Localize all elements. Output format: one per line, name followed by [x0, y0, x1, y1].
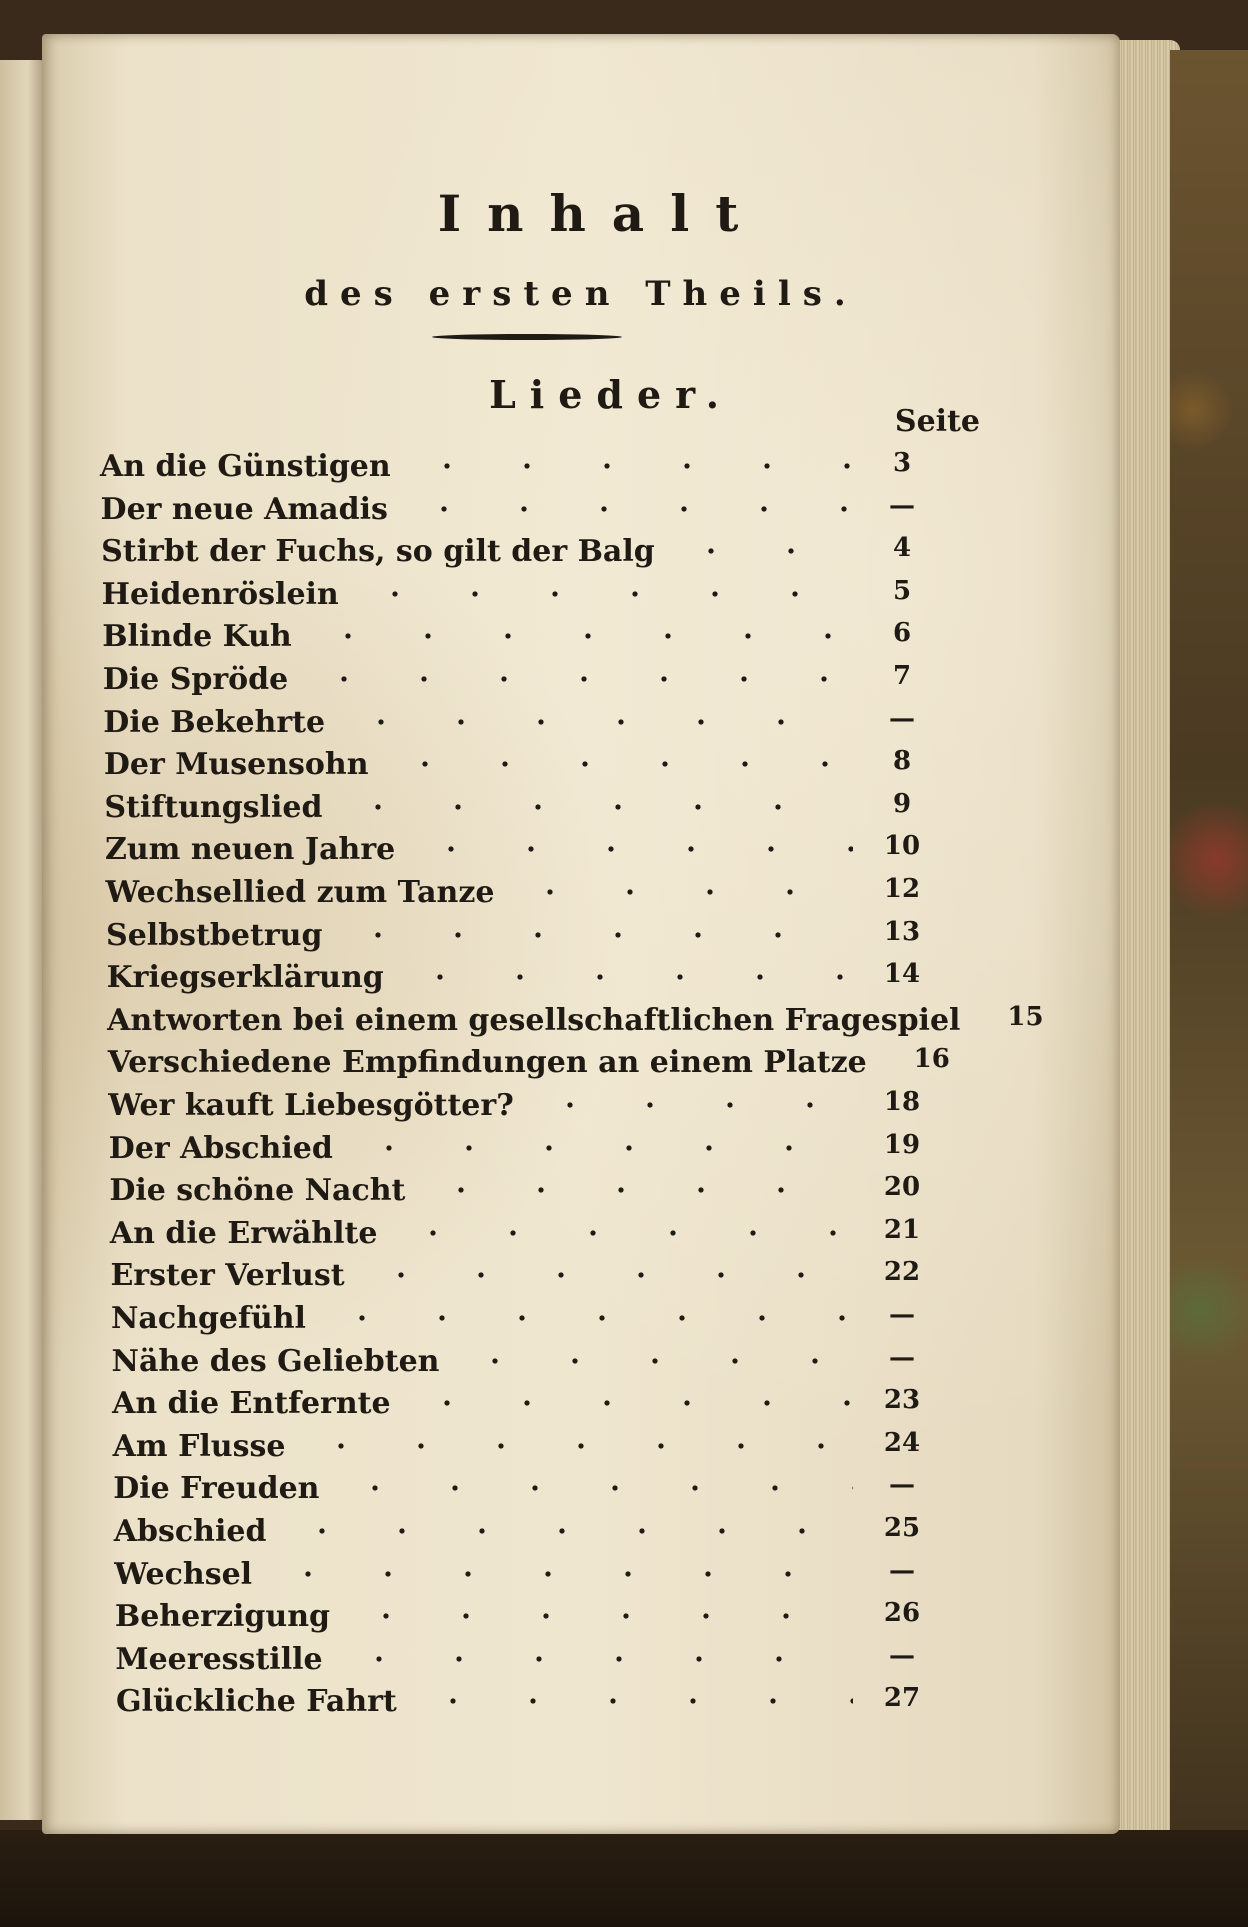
toc-entry	[115, 1596, 937, 1634]
leader-dots	[338, 797, 853, 817]
toc-entry-title: Antworten bei einem gesellschaftlichen Fragespiel	[107, 1002, 961, 1038]
toc-entry-title: Der neue Amadis	[100, 491, 388, 527]
leader-dots	[361, 1265, 853, 1285]
toc-entry-title: Heidenröslein	[101, 576, 339, 612]
toc-entry-title: Abschied	[113, 1514, 267, 1549]
toc-entry-page: 21	[883, 1214, 921, 1245]
toc-entry	[114, 1554, 937, 1592]
page-title: Inhalt	[437, 184, 765, 243]
toc-entry-page: 13	[883, 916, 921, 947]
toc-entry-page: 9	[892, 788, 912, 819]
toc-entry-title: Selbstbetrug	[106, 917, 323, 953]
section-heading: Lieder.	[489, 372, 733, 417]
toc-entry-title: Stirbt der Fuchs, so gilt der Balg	[101, 534, 655, 570]
contents-list	[42, 34, 1120, 1834]
leader-dots	[407, 1393, 853, 1413]
toc-entry-page: 19	[883, 1129, 921, 1160]
leader-dots	[304, 669, 853, 689]
leader-dots	[338, 925, 853, 945]
toc-entry	[115, 1639, 937, 1677]
leader-dots	[413, 1691, 853, 1711]
background-shadow	[0, 1830, 1248, 1927]
toc-entry	[101, 489, 937, 527]
toc-entry-page: 5	[892, 575, 912, 606]
toc-entry-page: 23	[883, 1385, 921, 1416]
toc-entry-title: Nähe des Geliebten	[111, 1343, 440, 1379]
toc-entry-page: 4	[892, 533, 912, 564]
toc-entry	[116, 1681, 937, 1719]
toc-entry-title: Die Spröde	[102, 662, 289, 697]
toc-entry	[112, 1341, 937, 1379]
toc-entry	[114, 1511, 937, 1549]
toc-entry-page: 14	[883, 959, 921, 990]
leader-dots	[282, 1521, 853, 1541]
toc-entry-page: 26	[883, 1598, 921, 1629]
toc-entry	[106, 915, 937, 953]
toc-entry	[104, 787, 937, 825]
leader-dots	[400, 967, 853, 987]
toc-entry-page: —	[889, 1300, 915, 1330]
toc-entry	[100, 446, 937, 484]
toc-entry	[113, 1426, 937, 1464]
leader-dots	[404, 499, 853, 519]
toc-entry	[102, 616, 937, 654]
toc-entry	[113, 1468, 937, 1506]
leader-dots	[346, 1606, 853, 1626]
toc-entry-page: 18	[883, 1087, 921, 1117]
toc-entry	[103, 702, 937, 740]
leader-dots	[407, 456, 853, 476]
toc-entry-page: 15	[1007, 1001, 1044, 1032]
toc-entry-page: 25	[883, 1513, 921, 1543]
toc-entry-page: —	[888, 1470, 915, 1501]
leader-dots	[510, 882, 853, 902]
toc-entry	[104, 744, 937, 782]
toc-entry-title: Wer kauft Liebesgötter?	[108, 1088, 514, 1123]
toc-entry	[110, 1213, 937, 1251]
toc-entry	[105, 829, 937, 867]
toc-entry-page: 16	[913, 1044, 950, 1075]
leader-dots	[341, 712, 853, 732]
toc-entry-title: Der Musensohn	[103, 747, 369, 783]
toc-entry-title: Stiftungslied	[104, 789, 323, 825]
toc-entry-page: —	[888, 703, 915, 734]
leader-dots	[385, 754, 853, 774]
toc-entry-title: Die Bekehrte	[103, 704, 326, 740]
toc-entry	[102, 574, 937, 612]
toc-entry-title: An die Günstigen	[100, 449, 391, 484]
toc-entry	[101, 531, 937, 569]
toc-entry-title: Kriegserklärung	[106, 960, 384, 996]
toc-entry-title: Blinde Kuh	[102, 619, 292, 655]
toc-entry-page: 12	[883, 874, 921, 904]
toc-entry-title: Nachgefühl	[111, 1301, 306, 1336]
toc-entry-title: Der Abschied	[108, 1130, 333, 1166]
toc-entry-title: Glückliche Fahrt	[115, 1684, 397, 1720]
toc-entry	[106, 872, 938, 910]
leader-dots	[671, 541, 853, 561]
leader-dots	[355, 584, 853, 604]
toc-entry-page: 24	[883, 1427, 921, 1458]
toc-entry-page: 6	[892, 618, 912, 649]
toc-entry-page: 27	[883, 1683, 921, 1714]
leader-dots	[530, 1095, 853, 1115]
toc-entry-title: Beherzigung	[114, 1599, 330, 1635]
toc-entry	[109, 1128, 937, 1166]
toc-entry-title: Verschiedene Empfindungen an einem Platze	[107, 1045, 867, 1081]
toc-entry-page: 22	[883, 1257, 921, 1288]
toc-entry-title: Zum neuen Jahre	[104, 832, 396, 868]
leader-dots	[411, 839, 853, 859]
leader-dots	[393, 1223, 853, 1243]
leader-dots	[268, 1564, 853, 1584]
leader-dots	[349, 1138, 853, 1158]
toc-entry-page: 10	[883, 831, 921, 862]
toc-entry	[108, 1085, 937, 1123]
toc-entry-page: —	[888, 1640, 915, 1671]
toc-entry	[107, 1042, 950, 1081]
toc-entry	[109, 1170, 937, 1208]
toc-entry-title: Am Flusse	[112, 1428, 286, 1464]
toc-entry-title: Wechsellied zum Tanze	[105, 875, 495, 910]
leader-dots	[455, 1351, 853, 1371]
toc-entry-page: 3	[892, 448, 912, 478]
marbled-cover	[1170, 50, 1248, 1850]
toc-entry-title: An die Erwählte	[109, 1215, 378, 1251]
toc-entry	[111, 1298, 937, 1336]
toc-entry-page: —	[888, 1342, 915, 1373]
page-subtitle: des ersten Theils.	[304, 274, 858, 314]
leader-dots	[335, 1478, 853, 1498]
leader-dots	[339, 1649, 853, 1669]
toc-entry-page: —	[888, 1555, 915, 1586]
toc-entry	[112, 1383, 937, 1421]
toc-entry-page: —	[888, 490, 915, 521]
toc-entry-title: Die schöne Nacht	[109, 1173, 406, 1209]
leader-dots	[322, 1308, 853, 1328]
toc-entry-page: 8	[892, 746, 912, 777]
toc-entry	[103, 659, 937, 697]
toc-entry	[107, 1000, 1044, 1038]
toc-entry-title: Wechsel	[114, 1556, 253, 1592]
leader-dots	[301, 1436, 853, 1456]
toc-entry	[107, 957, 937, 995]
leader-dots	[421, 1180, 853, 1200]
toc-entry-title: Die Freuden	[113, 1471, 320, 1507]
toc-entry-page: 7	[892, 661, 912, 691]
toc-entry-title: Meeresstille	[115, 1641, 323, 1677]
page-column-label: Seite	[894, 404, 980, 439]
leader-dots	[308, 626, 853, 646]
toc-entry-title: Erster Verlust	[110, 1258, 345, 1294]
facing-page-edge	[0, 60, 46, 1820]
toc-entry	[110, 1255, 937, 1293]
toc-entry-title: An die Entfernte	[112, 1386, 391, 1422]
toc-entry-page: 20	[883, 1172, 921, 1203]
contents-page	[42, 34, 1120, 1834]
